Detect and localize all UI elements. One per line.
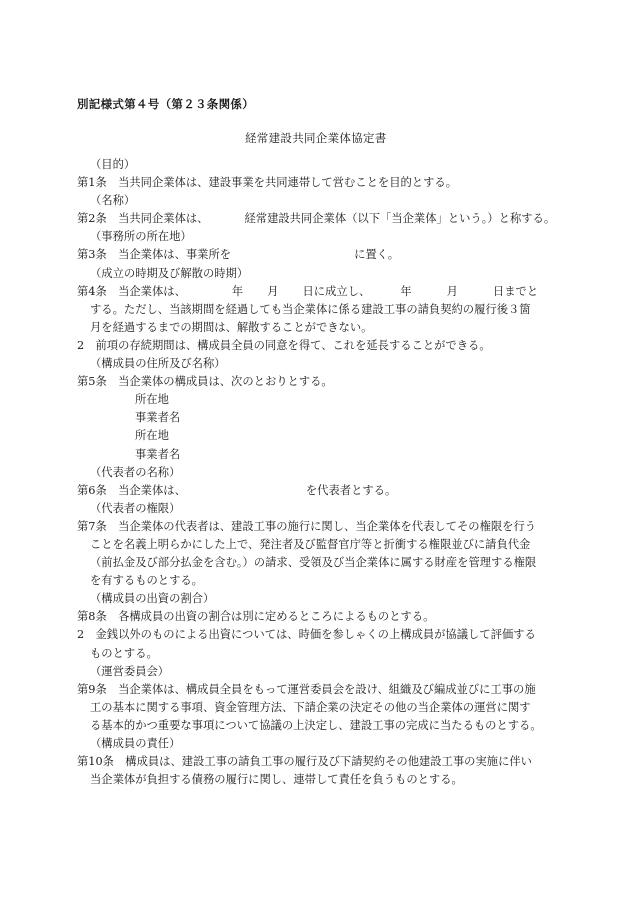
member-2-address-label: 所在地 xyxy=(135,429,169,443)
member-2-name-label: 事業者名 xyxy=(135,447,181,461)
article-9-text-line3: る基本的かつ重要な事項について協議の上決定し、建設工事の完成に当たるものとする。 xyxy=(90,718,542,732)
article-8-text: 第8条 各構成員の出資の割合は別に定めるところによるものとする。 xyxy=(77,610,435,624)
article-7-text-line3: （前払金及び部分払金を含む。）の請求、受領及び当企業体に属する財産を管理する権限 xyxy=(90,556,537,570)
article-8-paragraph-2-line2: ものとする。 xyxy=(90,646,158,660)
document-title: 経常建設共同企業体協定書 xyxy=(245,131,387,145)
article-6-text-b: を代表者とする。 xyxy=(305,483,397,497)
year-label: 年 xyxy=(400,284,412,298)
article-4-paragraph-2: 2 前項の存続期間は、構成員全員の同意を得て、これを延長することができる。 xyxy=(77,338,491,352)
article-9-caption: （運営委員会） xyxy=(90,664,170,678)
article-1-text: 第1条 当共同企業体は、建設事業を共同連帯して営むことを目的とする。 xyxy=(77,176,457,190)
article-2-text xyxy=(77,210,562,228)
article-3-caption: （事務所の所在地） xyxy=(90,230,192,244)
article-9-text-line1: 第9条 当企業体は、構成員全員をもって運営委員会を設け、組織及び編成並びに工事の施 xyxy=(77,682,536,696)
article-6-text xyxy=(77,482,562,500)
article-4-text-line2: する。ただし、当該期間を経過しても当企業体に係る建設工事の請負契約の履行後３箇 xyxy=(90,302,531,316)
document-body xyxy=(77,156,562,789)
article-10-text-line1: 第10条 構成員は、建設工事の請負工事の履行及び下請契約その他建設工事の実施に伴い xyxy=(77,755,532,769)
article-2-text-a: 第2条 当共同企業体は、 xyxy=(77,212,209,226)
article-3-text-a: 第3条 当企業体は、事業所を xyxy=(77,248,232,262)
article-4-caption: （成立の時期及び解散の時期） xyxy=(90,266,249,280)
article-3-text-b: に置く。 xyxy=(354,248,400,262)
form-heading: 別記様式第４号（第２３条関係） xyxy=(77,97,254,111)
article-2-caption: （名称） xyxy=(90,194,136,208)
article-4-text-a: 第4条 当企業体は、 xyxy=(77,284,186,298)
article-8-paragraph-2-line1: 2 金銭以外のものによる出資については、時価を参しゃくの上構成員が協議して評価する xyxy=(77,628,536,642)
day-established: 日に成立し、 xyxy=(302,284,371,298)
day-until: 日までと xyxy=(492,284,539,298)
article-6-caption: （代表者の名称） xyxy=(90,465,181,479)
month-label: 月 xyxy=(446,284,458,298)
month-label: 月 xyxy=(267,284,279,298)
article-4-text-line3: 月を経過するまでの期間は、解散することができない。 xyxy=(90,320,373,334)
article-7-text-line2: ことを名義上明らかにした上で、発注者及び監督官庁等と折衝する権限並びに請負代金 xyxy=(90,537,531,551)
year-label: 年 xyxy=(231,284,244,298)
article-2-text-b: 経常建設共同企業体（以下「当企業体」という。）と称する。 xyxy=(244,212,556,226)
article-7-text-line4: を有するものとする。 xyxy=(90,574,203,588)
article-1-caption: （目的） xyxy=(90,158,136,171)
article-5-text: 第5条 当企業体の構成員は、次のとおりとする。 xyxy=(77,375,333,389)
member-1-name-label: 事業者名 xyxy=(135,411,181,425)
article-4-text-line1 xyxy=(77,283,562,301)
article-10-caption: （構成員の責任） xyxy=(90,737,181,750)
article-10-text-line2: 当企業体が負担する債務の履行に関し、連帯して責任を負うものとする。 xyxy=(90,773,463,787)
article-5-caption: （構成員の住所及び名称） xyxy=(90,357,226,371)
article-6-text-a: 第6条 当企業体は、 xyxy=(77,483,186,497)
article-7-text-line1: 第7条 当企業体の代表者は、建設工事の施行に関し、当企業体を代表してその権限を行う xyxy=(77,519,537,533)
article-7-caption: （代表者の権限） xyxy=(90,501,181,515)
article-8-caption: （構成員の出資の割合） xyxy=(90,592,215,606)
member-1-address-label: 所在地 xyxy=(135,393,169,407)
article-9-text-line2: 工の基本に関する事項、資金管理方法、下請企業の決定その他の当企業体の運営に関す xyxy=(90,700,531,714)
article-3-text xyxy=(77,246,562,264)
